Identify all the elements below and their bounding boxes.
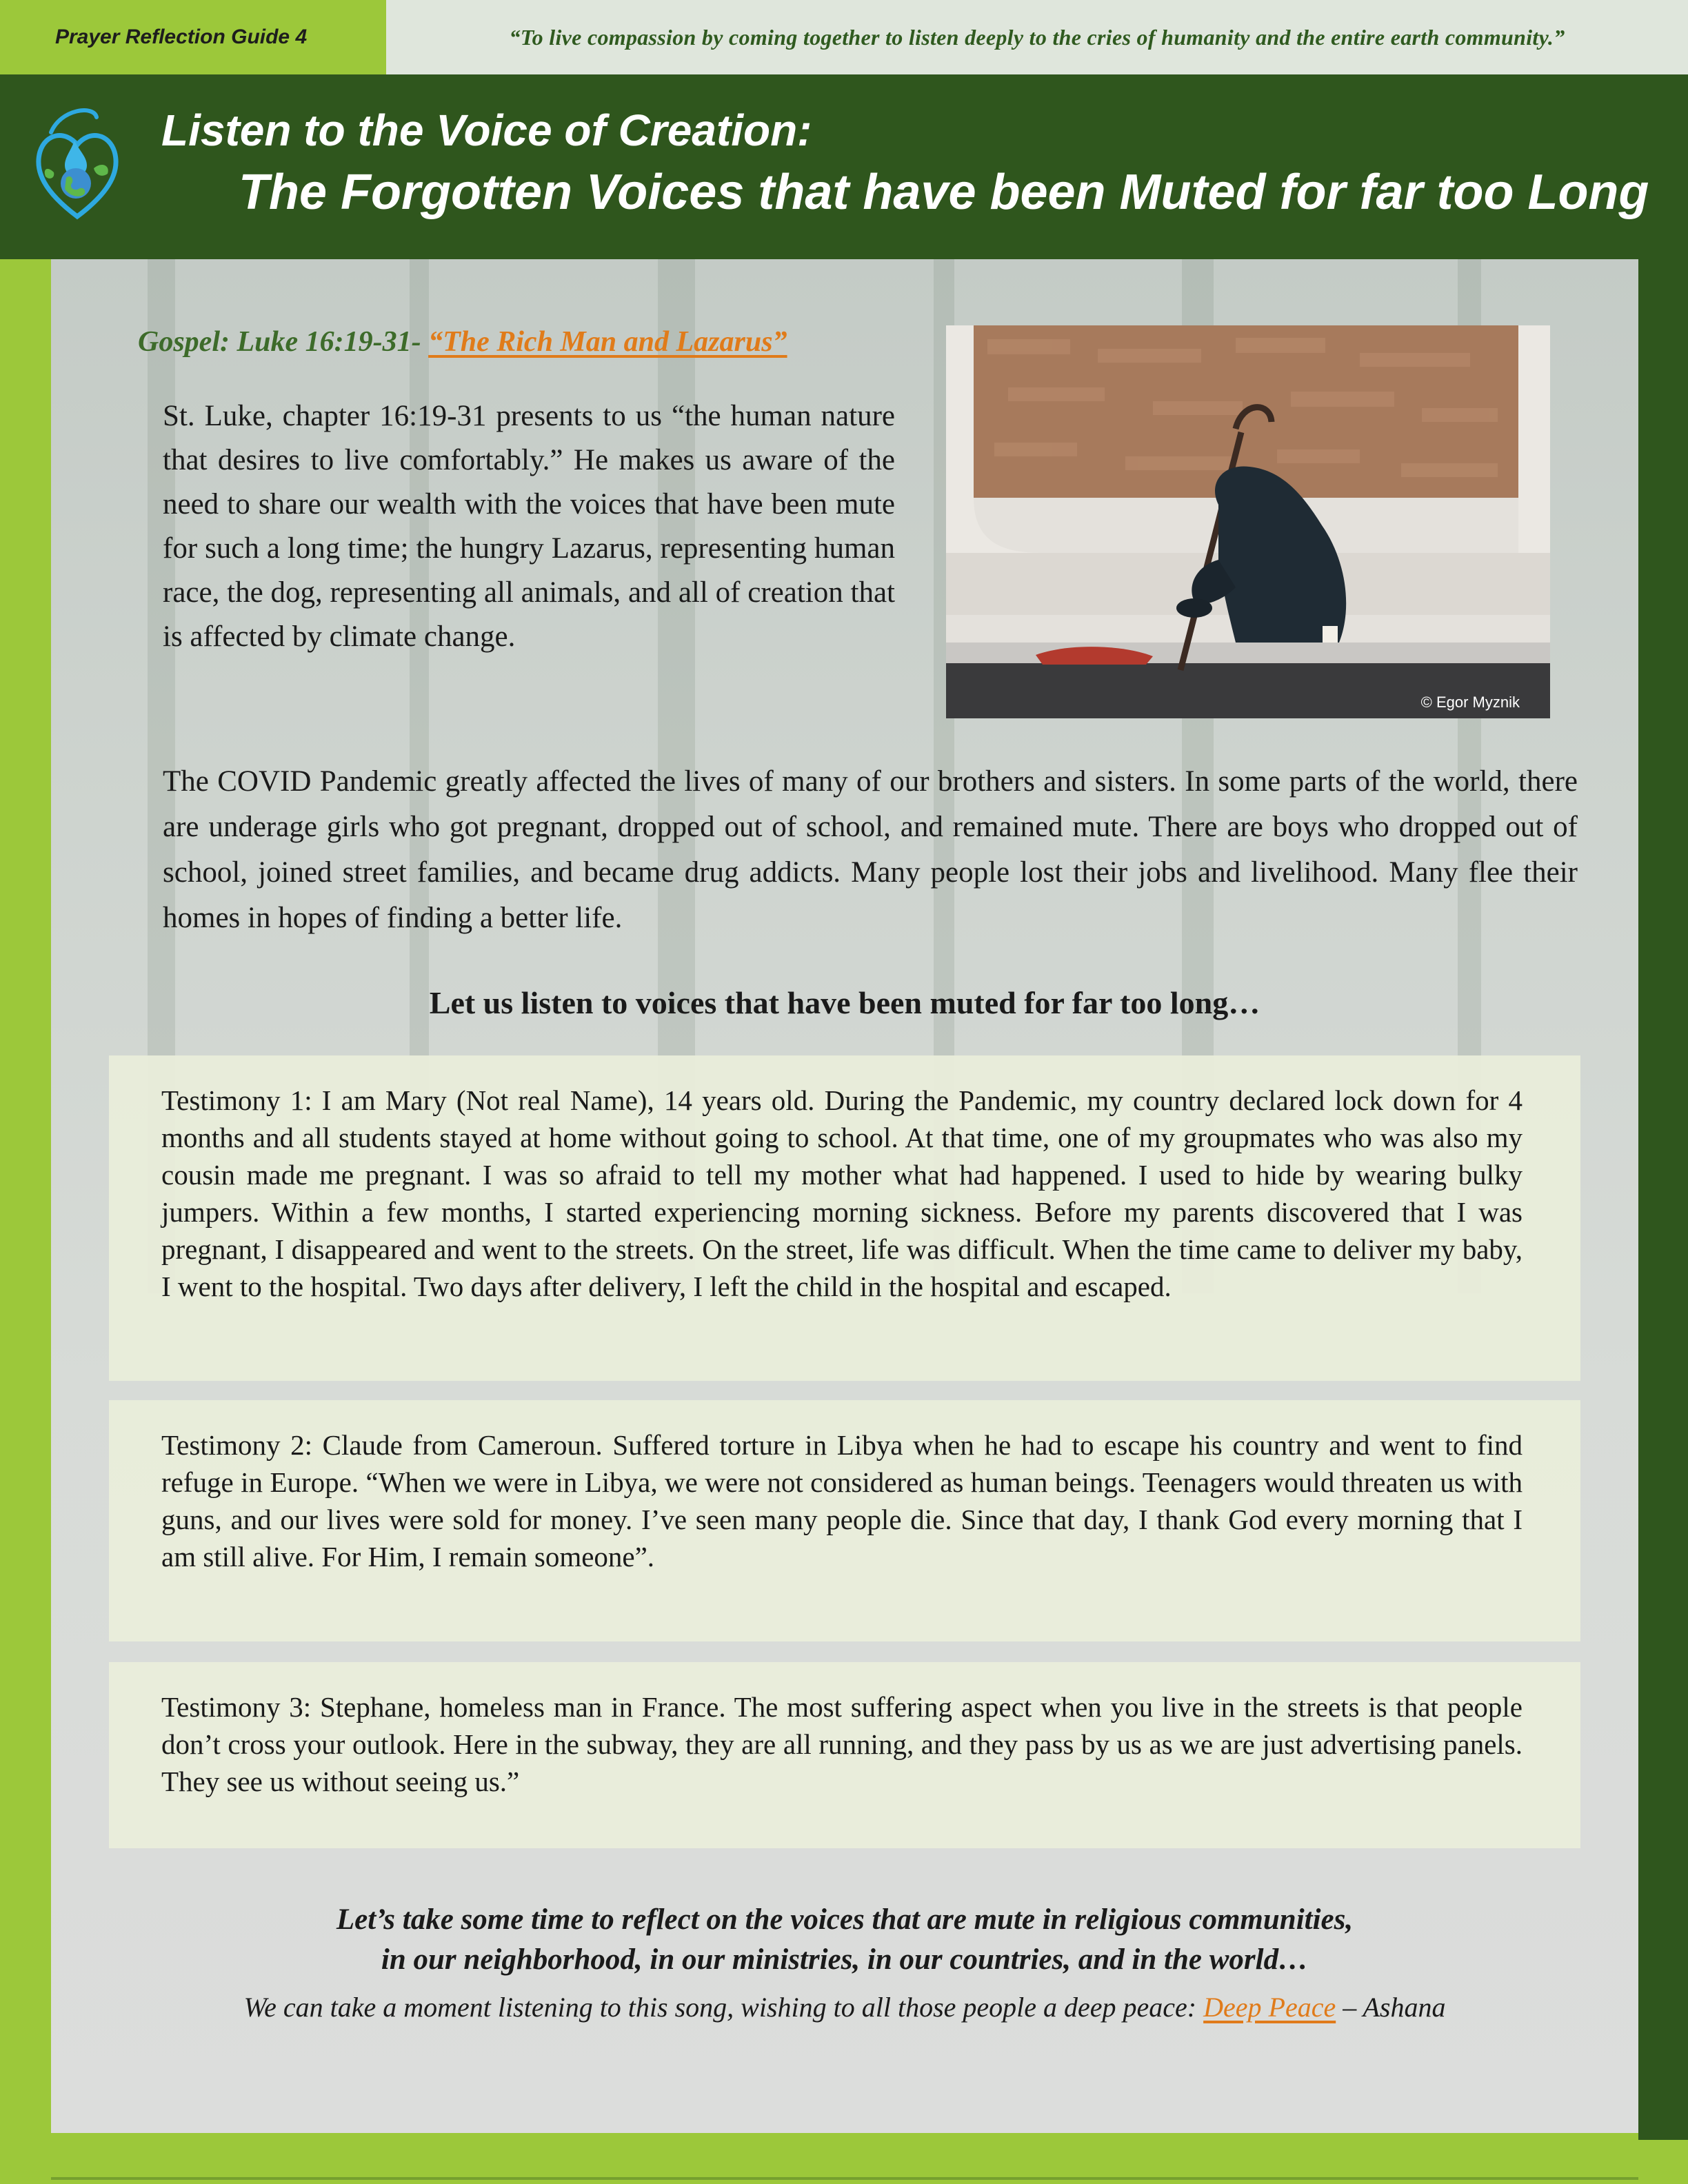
page-header [0, 74, 1688, 259]
section-heading: Let us listen to voices that have been muted for far too long… [429, 985, 1260, 1020]
bottom-rule [51, 2177, 1638, 2180]
gospel-link[interactable]: “The Rich Man and Lazarus” [428, 326, 787, 358]
photo-credit: © Egor Myznik [1420, 694, 1520, 711]
testimony-box-1: Testimony 1: I am Mary (Not real Name), 14 years old. During the Pandemic, my country declared lock down for 4 months and all students stayed at home without going to school. At that time, one of my groupmates who was also my cousin made me pregnant. I was so afraid to tell my mother what had happened. I used to hide by wearing bulky jumpers. Within a few months, I started experiencing morning sickness. Before my parents discovered that I was pregnant, I disappeared and went to the streets. On the street, life was difficult. When the time came to deliver my baby, I went to the hospital. Two days after delivery, I left the child in the hospital and escaped. [109, 1055, 1580, 1381]
testimony-box-2: Testimony 2: Claude from Cameroun. Suffered torture in Libya when he had to escape his country and went to find refuge in Europe. “When we were in Libya, we were not considered as human beings. Teenagers would threaten us with guns, and our lives were sold for money. I’ve seen many people die. Since that day, I thank God every morning that I am still alive. For Him, I remain someone”. [109, 1400, 1580, 1641]
content-panel [51, 259, 1638, 2133]
testimony-box-3: Testimony 3: Stephane, homeless man in France. The most suffering aspect when you live in the streets is that people don’t cross your outlook. Here in the subway, they are all running, and they pass by us as we are just advertising panels. They see us without seeing us.” [109, 1662, 1580, 1848]
beggar-with-cane-photo-icon [946, 325, 1550, 718]
page-title-line1: Listen to the Voice of Creation: [161, 105, 812, 155]
bottom-border [51, 2133, 1638, 2184]
right-border-strip [1638, 259, 1688, 2140]
gospel-prefix: Gospel: Luke 16:19-31- [138, 326, 429, 358]
reflection-line-2: in our neighborhood, in our ministries, in our countries, and in the world… [381, 1943, 1309, 1976]
deep-peace-link[interactable]: Deep Peace [1203, 1992, 1336, 2023]
mission-quote: “To live compassion by coming together to listen deeply to the cries of humanity and the entire earth community.” [509, 24, 1565, 50]
top-banner [0, 0, 1688, 74]
earth-drop-heart-logo-icon [30, 102, 124, 226]
gospel-reference [138, 325, 787, 358]
covid-paragraph: The COVID Pandemic greatly affected the lives of many of our brothers and sisters. In some parts of the world, there are underage girls who got pregnant, dropped out of school, and remained mute. There are boys who dropped out of school, joined street families, and became drug addicts. Many people lost their jobs and livelihood. Many flee their homes in hopes of finding a better life. [163, 765, 1578, 934]
reflection-line-1: Let’s take some time to reflect on the voices that are mute in religious communities, [336, 1903, 1354, 1936]
song-line [51, 1991, 1638, 2023]
song-prefix: We can take a moment listening to this song, wishing to all those people a deep peace: [243, 1992, 1204, 2023]
page-title-line2: The Forgotten Voices that have been Muted for far too Long [239, 165, 1649, 220]
guide-label: Prayer Reflection Guide 4 [0, 0, 386, 74]
reflection-prompt [51, 1900, 1638, 1980]
song-artist: – Ashana [1336, 1992, 1446, 2023]
intro-paragraph: St. Luke, chapter 16:19-31 presents to us “the human nature that desires to live comfortably.” He makes us aware of the need to share our wealth with the voices that have been mute for such a long time; the hungry Lazarus, representing human race, the dog, representing all animals, and all of creation that is affected by climate change. [163, 400, 895, 653]
